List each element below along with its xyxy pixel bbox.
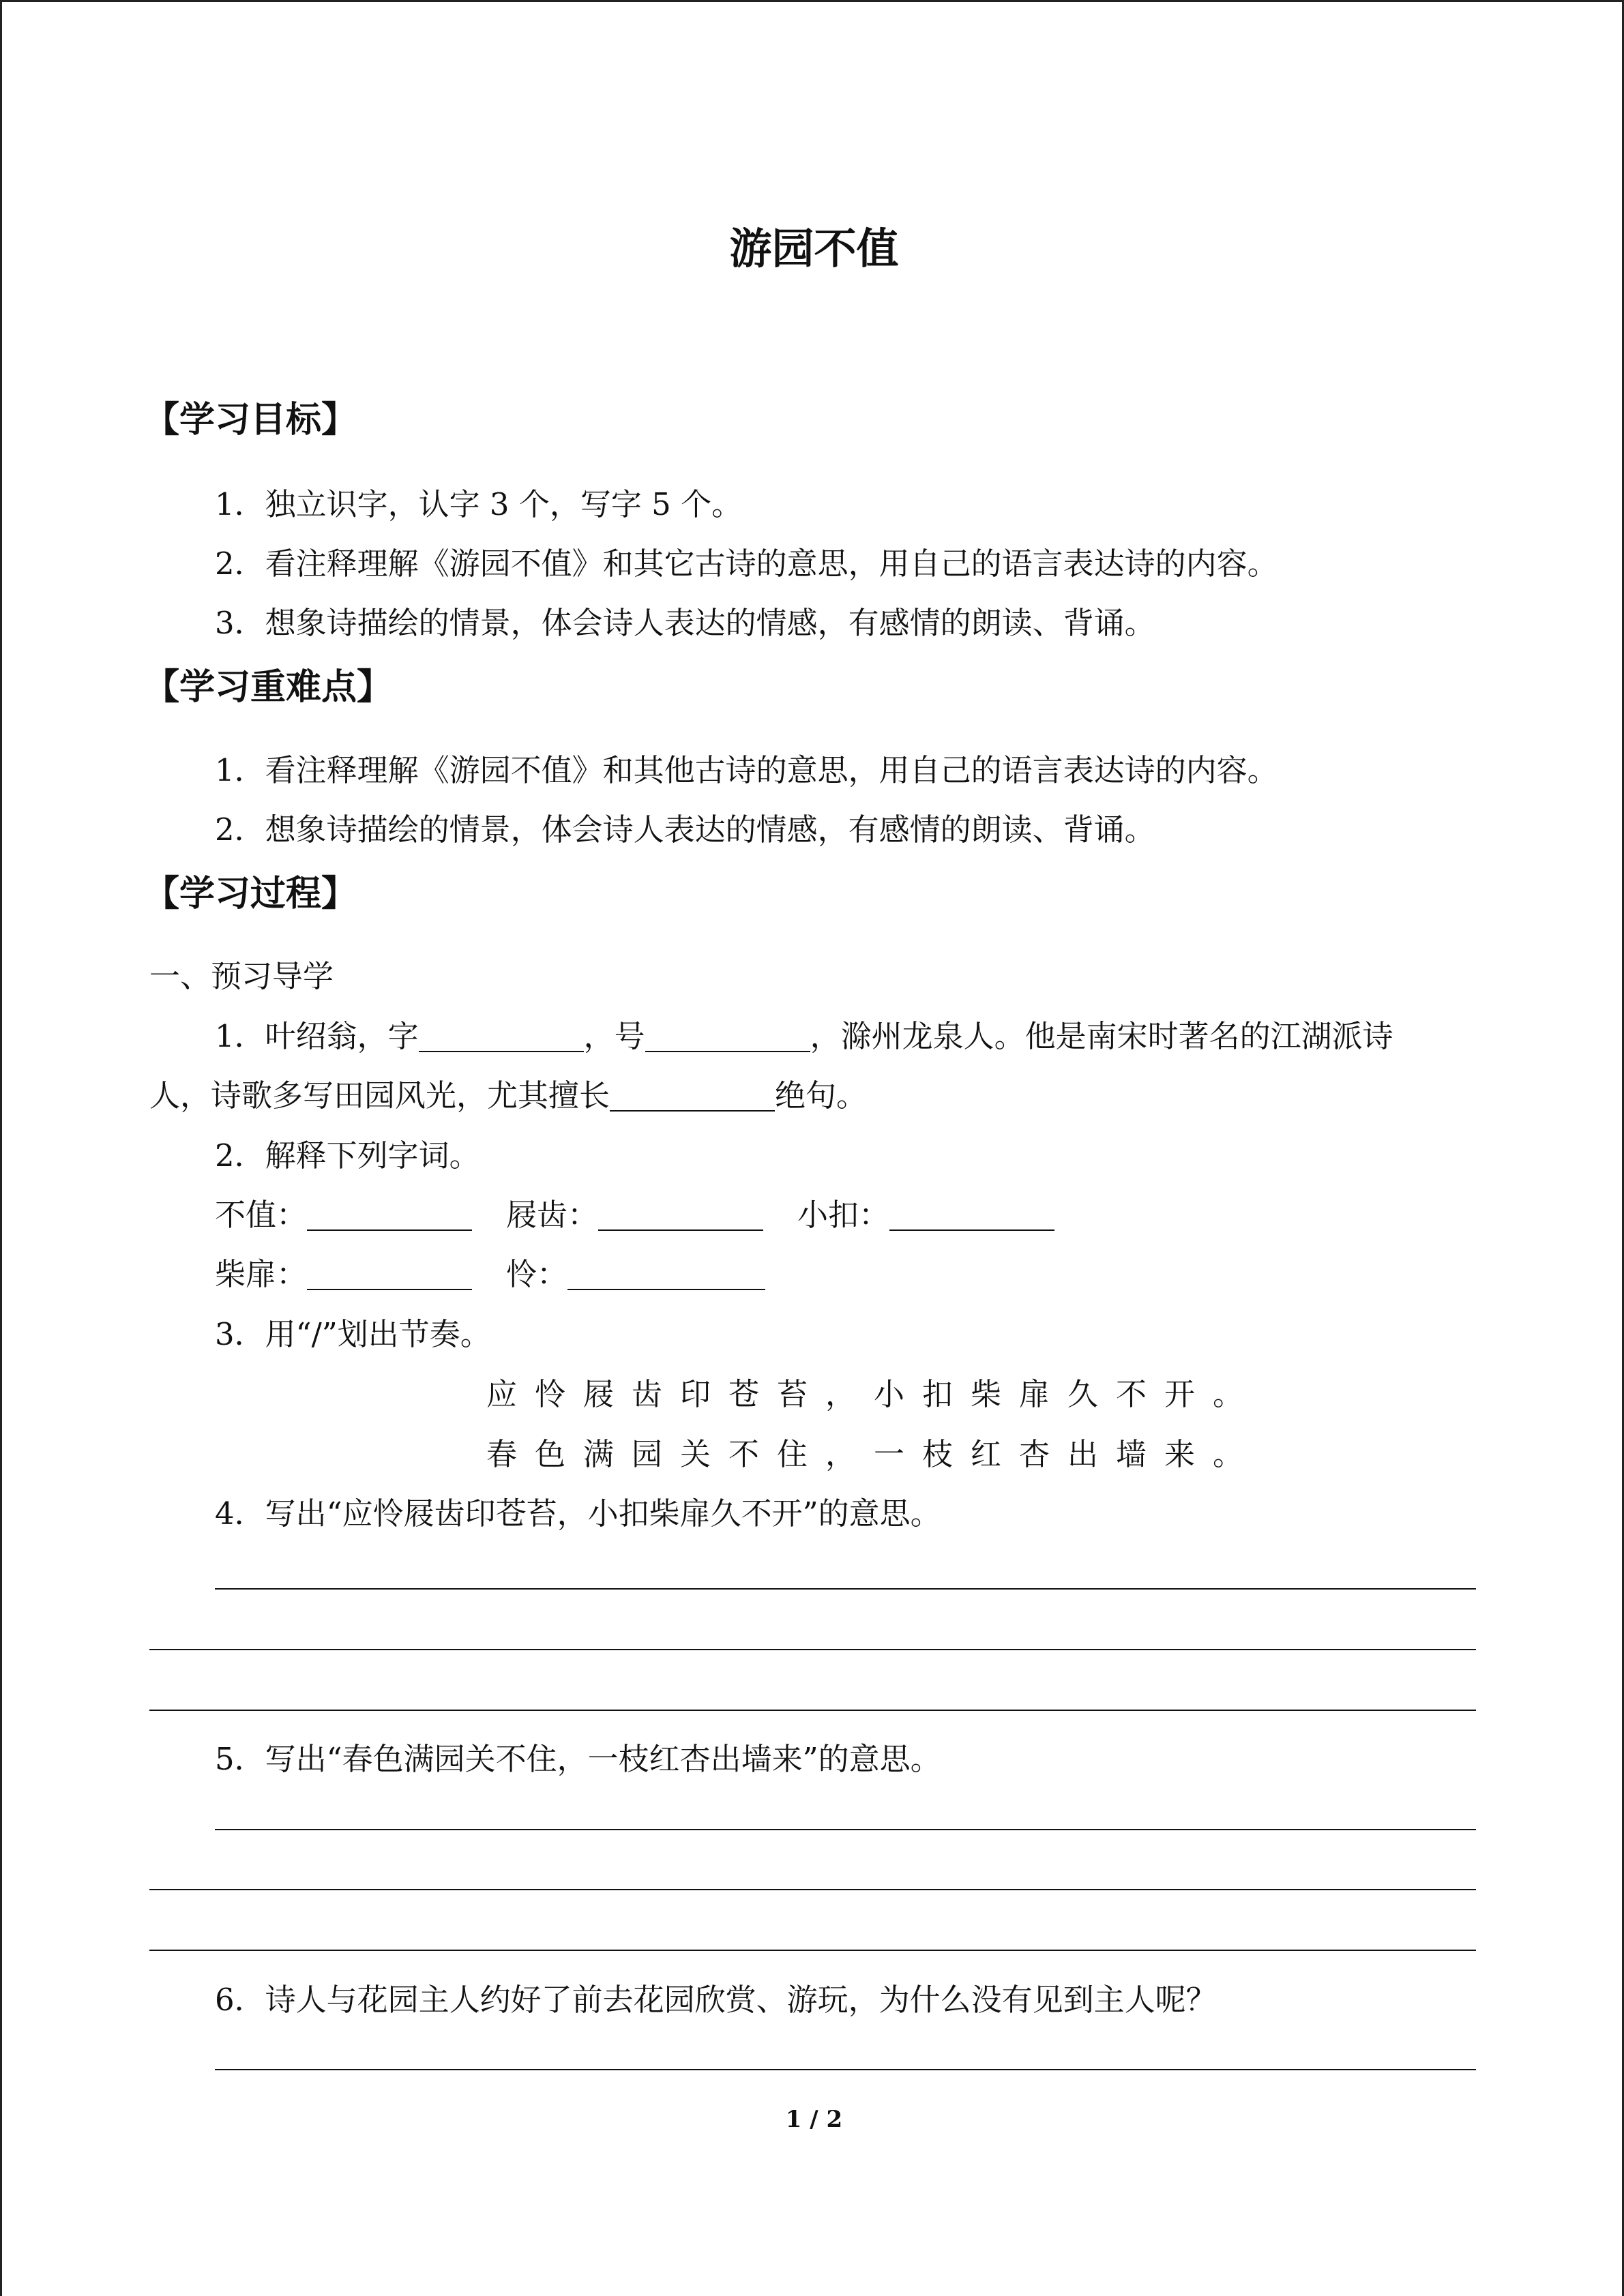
answer-blank[interactable] [567,1257,765,1290]
q1-text-a: 1．叶绍翁，字 [215,1018,419,1054]
answer-blank[interactable] [645,1019,810,1052]
q1-text-e: 绝句。 [775,1077,868,1114]
answer-blank[interactable] [307,1198,472,1231]
answer-line[interactable] [149,1889,1476,1890]
answer-line[interactable] [149,1710,1476,1711]
term-row-2 [215,1249,765,1294]
term-label: 柴扉： [215,1256,308,1292]
term-label: 小扣： [797,1197,890,1233]
answer-line[interactable] [149,1950,1476,1951]
goal-item: 3．想象诗描绘的情景，体会诗人表达的情感，有感情的朗读、背诵。 [215,605,1155,641]
q1-text-d: 人，诗歌多写田园风光，尤其擅长 [149,1077,610,1114]
answer-line[interactable] [149,1649,1476,1650]
poem-line-2: 春色满园关不住，一枝红杏出墙来。 [486,1436,1262,1472]
question-3-prompt: 3．用“/”划出节奏。 [215,1316,491,1352]
part-heading-preview: 一、预习导学 [149,958,334,994]
answer-line[interactable] [215,2069,1476,2070]
q1-text-c: ，滁州龙泉人。他是南宋时著名的江湖派诗 [810,1018,1393,1054]
question-1-line-2 [149,1071,867,1115]
question-1-line-1 [215,1011,1393,1056]
answer-blank[interactable] [889,1198,1054,1231]
answer-blank[interactable] [307,1257,472,1290]
question-5-prompt: 5．写出“春色满园关不住，一枝红杏出墙来”的意思。 [215,1741,941,1777]
section-heading-key-points: 【学习重难点】 [144,667,393,708]
goal-item: 2．看注释理解《游园不值》和其它古诗的意思，用自己的语言表达诗的内容。 [215,546,1278,582]
q1-text-b: ，号 [583,1018,645,1054]
answer-blank[interactable] [419,1019,584,1052]
section-heading-goals: 【学习目标】 [144,400,357,441]
answer-line[interactable] [215,1829,1476,1830]
page-title: 游园不值 [729,224,899,273]
answer-blank[interactable] [610,1079,775,1112]
term-label: 怜： [506,1256,568,1292]
question-2-prompt: 2．解释下列字词。 [215,1137,480,1174]
term-row-1 [215,1190,1054,1234]
poem-line-1: 应怜屐齿印苍苔，小扣柴扉久不开。 [486,1376,1262,1412]
term-label: 屐齿： [506,1197,599,1233]
key-point-item: 2．想象诗描绘的情景，体会诗人表达的情感，有感情的朗读、背诵。 [215,811,1155,848]
page-number: 1 / 2 [785,2106,843,2133]
section-heading-process: 【学习过程】 [144,874,357,914]
goal-item: 1．独立识字，认字 3 个，写字 5 个。 [215,486,743,522]
answer-line[interactable] [215,1588,1476,1590]
question-6-prompt: 6．诗人与花园主人约好了前去花园欣赏、游玩，为什么没有见到主人呢？ [215,1982,1217,2018]
term-label: 不值： [215,1197,308,1233]
answer-blank[interactable] [598,1198,763,1231]
question-4-prompt: 4．写出“应怜屐齿印苍苔，小扣柴扉久不开”的意思。 [215,1495,941,1532]
key-point-item: 1．看注释理解《游园不值》和其他古诗的意思，用自己的语言表达诗的内容。 [215,752,1278,788]
